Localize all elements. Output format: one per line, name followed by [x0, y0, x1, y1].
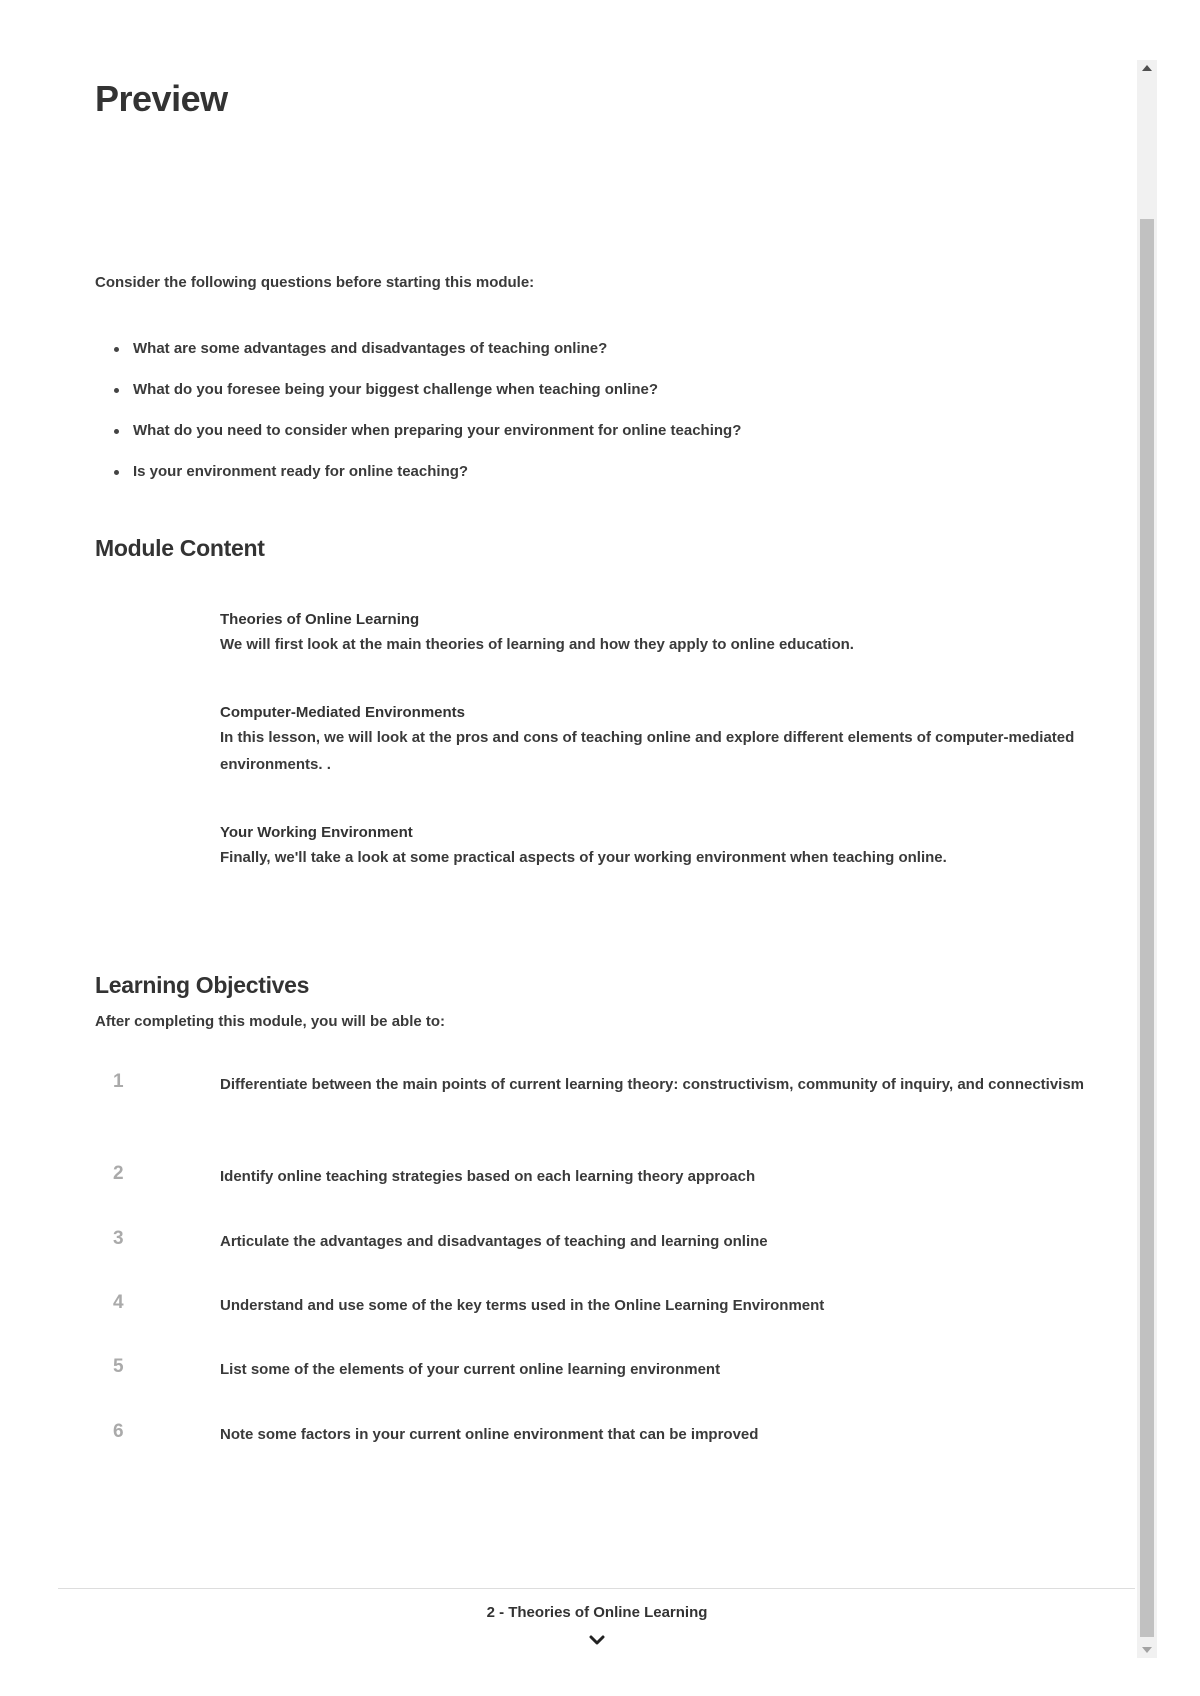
page-title: Preview [95, 78, 228, 119]
lesson-title: Your Working Environment [220, 824, 413, 841]
objective-text: Identify online teaching strategies based on each learning theory approach [220, 1168, 756, 1185]
objective-text: Note some factors in your current online environment that can be improved [220, 1426, 759, 1443]
reflection-question-list [95, 340, 741, 504]
objective-text: Articulate the advantages and disadvantages of teaching and learning online [220, 1233, 768, 1250]
lesson-description: Finally, we'll take a look at some practical aspects of your working environment when teaching online. [220, 849, 947, 866]
scrollbar-thumb[interactable] [1140, 219, 1154, 1637]
vertical-scrollbar[interactable] [1137, 60, 1157, 1658]
list-item: What are some advantages and disadvantages of teaching online? [133, 340, 741, 381]
list-item: Is your environment ready for online teaching? [133, 463, 741, 504]
lesson-title: Theories of Online Learning [220, 611, 420, 628]
objective-text: Differentiate between the main points of current learning theory: constructivism, community of inquiry, and connectivism [220, 1076, 1085, 1093]
footer-divider [58, 1588, 1135, 1589]
scroll-up-arrow-icon[interactable] [1137, 60, 1157, 78]
module-content-heading: Module Content [95, 535, 265, 561]
lesson-description: We will first look at the main theories of learning and how they apply to online education. [220, 636, 854, 653]
objective-text: Understand and use some of the key terms used in the Online Learning Environment [220, 1297, 825, 1314]
lesson-title: Computer-Mediated Environments [220, 704, 466, 721]
objective-number: 3 [113, 1228, 124, 1249]
list-item: What do you need to consider when preparing your environment for online teaching? [133, 422, 741, 463]
lesson-item [220, 609, 1100, 658]
lesson-item [220, 822, 1100, 871]
objective-number: 1 [113, 1071, 124, 1092]
objective-number: 2 [113, 1163, 124, 1184]
next-lesson-link[interactable]: 2 - Theories of Online Learning [486, 1604, 708, 1621]
list-item: What do you foresee being your biggest challenge when teaching online? [133, 381, 741, 422]
learning-objectives-heading: Learning Objectives [95, 972, 310, 998]
objective-number: 6 [113, 1421, 124, 1442]
intro-text: Consider the following questions before starting this module: [95, 274, 535, 291]
objective-number: 5 [113, 1356, 124, 1377]
objective-text: List some of the elements of your current online learning environment [220, 1361, 721, 1378]
chevron-down-icon[interactable] [589, 1634, 605, 1646]
lesson-description: In this lesson, we will look at the pros and cons of teaching online and explore different elements of computer-mediated environments. . [220, 729, 1075, 773]
lesson-item [220, 702, 1100, 778]
objectives-intro: After completing this module, you will be able to: [95, 1013, 446, 1030]
objective-number: 4 [113, 1292, 124, 1313]
scroll-down-arrow-icon[interactable] [1137, 1640, 1157, 1658]
